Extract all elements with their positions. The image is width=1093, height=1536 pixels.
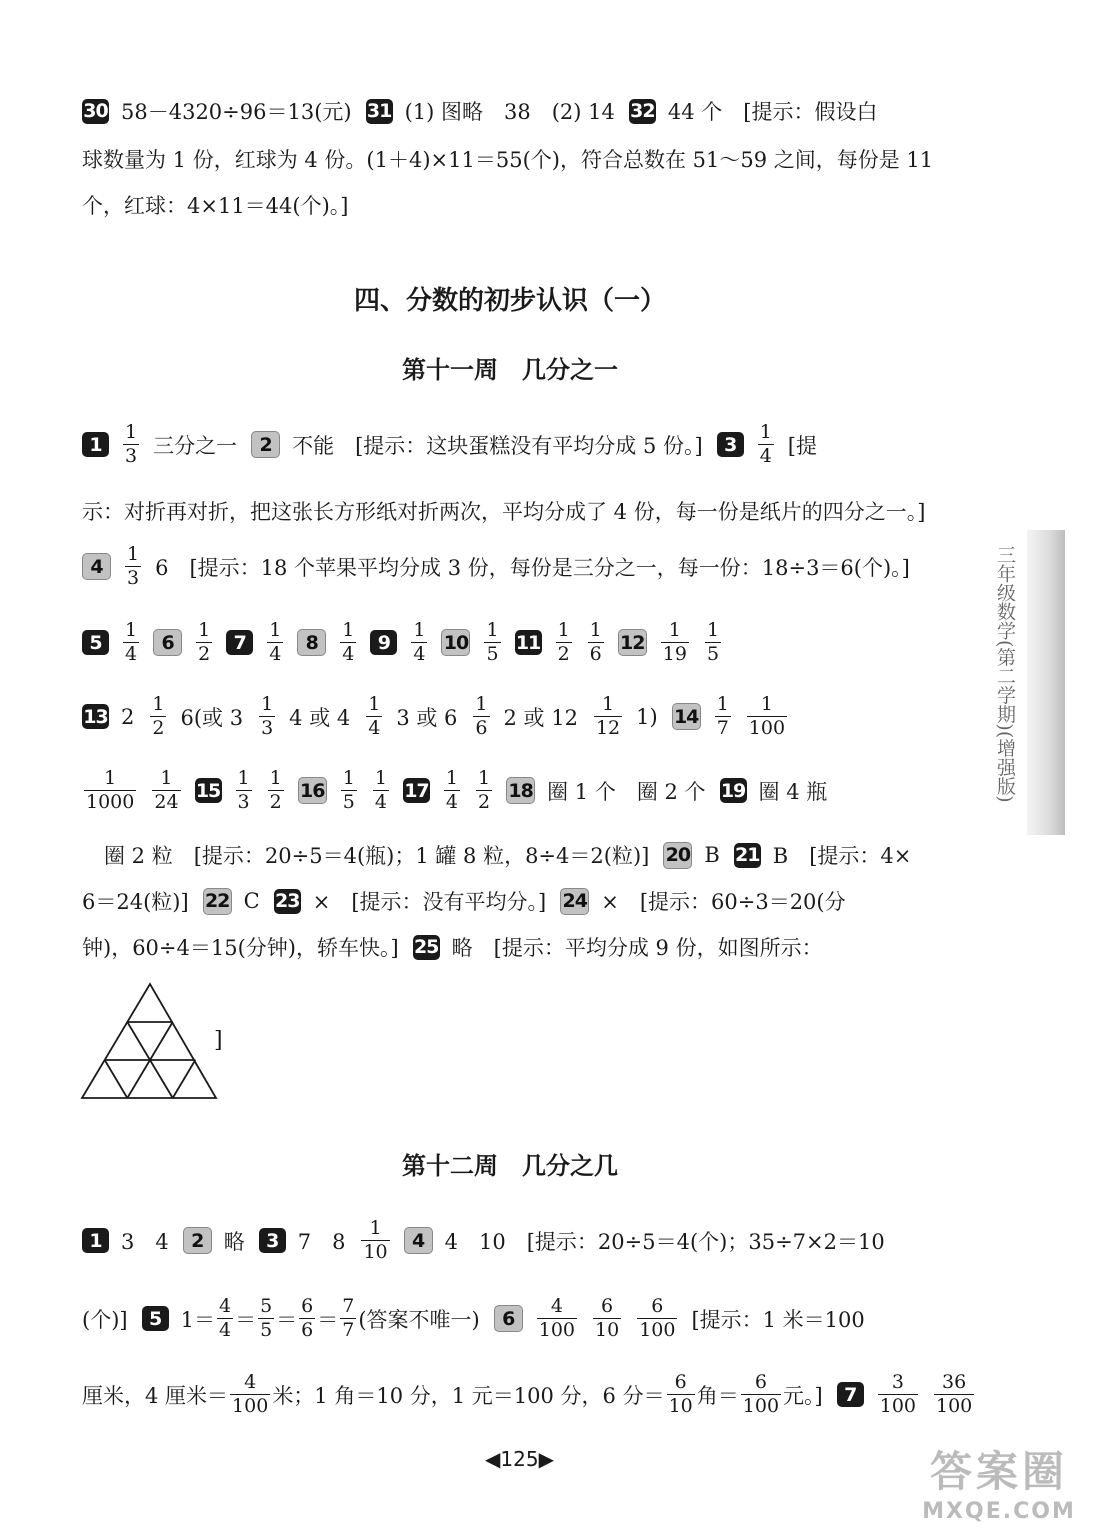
denominator: 6: [301, 1319, 314, 1341]
answer-line: [82, 620, 735, 665]
fraction: [476, 768, 492, 813]
answer-line: [82, 1296, 879, 1341]
answer-text: 44 个 [提示：假设白: [667, 100, 878, 124]
denominator: 100: [742, 1395, 780, 1417]
denominator: 7: [716, 717, 729, 739]
numerator: 1: [589, 619, 602, 641]
denominator: 4: [125, 643, 138, 665]
numerator: 1: [237, 767, 250, 789]
question-number-badge: 15: [195, 779, 221, 802]
denominator: 2: [198, 643, 211, 665]
question-number-badge: 6: [153, 629, 182, 656]
answer-line: [82, 768, 841, 813]
page-number-value: 125: [500, 1447, 539, 1471]
fraction: [758, 422, 774, 467]
denominator: 100: [639, 1319, 676, 1341]
fraction: [637, 1296, 677, 1341]
answer-text: 6(或 3: [180, 705, 244, 730]
fraction: [556, 620, 572, 665]
numerator: 7: [342, 1295, 355, 1317]
numerator: 3: [891, 1371, 904, 1393]
question-number-badge: 1: [82, 1228, 109, 1253]
fraction: [258, 1296, 274, 1341]
answer-text: 略 [提示：平均分成 9 份，如图所示：: [451, 936, 823, 960]
denominator: 10: [668, 1395, 693, 1417]
answer-text: 1): [636, 704, 658, 729]
numerator: 1: [374, 767, 387, 789]
answer-line: [82, 96, 891, 126]
answer-text: 2: [121, 704, 135, 729]
numerator: 1: [269, 619, 282, 641]
fraction: [878, 1372, 918, 1417]
watermark-text: 答案圈: [929, 1447, 1068, 1496]
numerator: 1: [486, 619, 499, 641]
denominator: 5: [342, 791, 355, 813]
answer-text: 钟)，60÷4＝15(分钟)，轿车快。]: [82, 936, 399, 960]
numerator: 1: [261, 693, 274, 715]
denominator: 7: [342, 1319, 355, 1341]
answer-text: 圈 1 个 圈 2 个: [547, 779, 706, 804]
fraction: [267, 620, 283, 665]
denominator: 10: [363, 1241, 388, 1263]
fraction: [661, 620, 689, 665]
answer-line: [82, 496, 925, 526]
question-number-badge: 17: [404, 779, 429, 802]
answer-line: [82, 1372, 988, 1417]
answer-text: × [提示：60÷3＝20(分: [601, 890, 846, 914]
answer-text: (答案不唯一): [358, 1307, 480, 1332]
answer-text: 元。]: [783, 1383, 823, 1408]
denominator: 3: [237, 791, 250, 813]
numerator: 4: [244, 1371, 257, 1393]
question-number-badge: 31: [366, 100, 392, 122]
fraction: [268, 768, 284, 813]
denominator: 100: [879, 1395, 916, 1417]
question-number-badge: 11: [515, 631, 541, 654]
answer-text: 2 或 12: [503, 705, 578, 730]
numerator: 4: [550, 1295, 563, 1317]
answer-text: 角＝: [696, 1383, 739, 1408]
fraction: [217, 1296, 233, 1341]
denominator: 19: [662, 643, 687, 665]
denominator: 4: [368, 717, 381, 739]
question-number-badge: 9: [370, 630, 397, 655]
numerator: 1: [668, 619, 681, 641]
week-title: 第十二周 几分之几: [402, 1152, 618, 1180]
fraction: [667, 1372, 695, 1417]
denominator: 4: [374, 791, 387, 813]
numerator: 6: [754, 1371, 767, 1393]
answer-text: 58－4320÷96＝13(元): [121, 100, 352, 124]
watermark-logo: [919, 1439, 1079, 1524]
triangle-figure: [80, 982, 220, 1102]
numerator: 1: [475, 693, 488, 715]
denominator: 3: [125, 445, 138, 467]
equals-sign: ＝: [317, 1307, 339, 1332]
numerator: 36: [942, 1371, 967, 1393]
fraction: [588, 620, 604, 665]
numerator: 1: [557, 619, 570, 641]
answer-line: [82, 694, 801, 739]
denominator: 100: [232, 1395, 269, 1417]
question-number-badge: 3: [717, 432, 744, 457]
denominator: 3: [261, 717, 274, 739]
numerator: 6: [651, 1295, 664, 1317]
denominator: 24: [154, 791, 179, 813]
numerator: 4: [218, 1295, 232, 1317]
denominator: 6: [475, 717, 488, 739]
denominator: 6: [589, 643, 602, 665]
question-number-badge: 20: [663, 842, 692, 869]
answer-text: 厘米，4 厘米＝: [82, 1383, 229, 1408]
denominator: 4: [445, 791, 459, 813]
answer-text: 4 或 4: [289, 705, 351, 730]
question-number-badge: 21: [735, 844, 760, 866]
question-number-badge: 6: [494, 1305, 523, 1332]
fraction: [123, 422, 139, 467]
answer-text: 圈 2 粒 [提示：20÷5＝4(瓶)；1 罐 8 粒，8÷4＝2(粒)]: [104, 844, 650, 868]
question-number-badge: 7: [837, 1382, 864, 1407]
answer-text: 7 8: [297, 1229, 346, 1254]
fraction: [150, 694, 166, 739]
closing-bracket: ]: [214, 1028, 223, 1053]
question-number-badge: 4: [404, 1227, 433, 1254]
denominator: 100: [538, 1319, 575, 1341]
numerator: 1: [160, 767, 173, 789]
question-number-badge: 22: [203, 888, 232, 915]
answer-line: [82, 886, 860, 916]
fraction: [196, 620, 212, 665]
denominator: 100: [748, 717, 786, 739]
question-number-badge: 16: [298, 777, 327, 804]
fraction: [593, 1296, 621, 1341]
answer-text: 三分之一: [153, 433, 238, 458]
fraction: [236, 768, 252, 813]
numerator: 1: [125, 421, 138, 443]
side-tab: [1027, 530, 1065, 835]
fraction: [715, 694, 731, 739]
numerator: 1: [413, 619, 426, 641]
answer-text: 6＝24(粒)]: [82, 890, 189, 914]
numerator: 1: [269, 767, 282, 789]
equals-sign: ＝: [276, 1307, 298, 1332]
answer-line: [82, 422, 831, 467]
answer-text: B: [704, 843, 720, 867]
answer-text: 4 10 [提示：20÷5＝4(个)；35÷7×2＝10: [444, 1229, 885, 1254]
fraction: [934, 1372, 974, 1417]
answer-text: 1＝: [180, 1307, 215, 1332]
watermark-url: MXQE.COM: [922, 1499, 1076, 1524]
answer-text: (1) 图略 38 (2) 14: [404, 100, 615, 124]
fraction: [373, 768, 389, 813]
question-number-badge: 7: [226, 630, 253, 655]
numerator: 1: [152, 693, 165, 715]
answer-line: [82, 544, 924, 589]
numerator: 1: [342, 767, 355, 789]
denominator: 4: [413, 643, 426, 665]
fraction: [594, 694, 622, 739]
denominator: 5: [706, 643, 720, 665]
answer-text: 球数量为 1 份，红球为 4 份。(1＋4)×11＝55(个)，符合总数在 51～59 之间，每份是 11: [82, 148, 934, 172]
denominator: 2: [152, 717, 165, 739]
question-number-badge: 4: [82, 553, 111, 580]
answer-text: [提: [787, 433, 817, 458]
fraction: [299, 1296, 315, 1341]
answer-text: 3 或 6: [396, 705, 458, 730]
fraction: [747, 694, 787, 739]
question-number-badge: 14: [672, 703, 701, 730]
numerator: 1: [759, 421, 772, 443]
numerator: 1: [127, 543, 140, 565]
numerator: 1: [368, 693, 381, 715]
answer-text: B [提示：4×: [772, 844, 912, 868]
answer-text: 3 4: [121, 1229, 169, 1254]
question-number-badge: 24: [560, 888, 589, 915]
fraction: [473, 694, 489, 739]
numerator: 1: [342, 619, 355, 641]
fraction: [125, 544, 141, 589]
answer-text: × [提示：没有平均分。]: [312, 890, 547, 914]
denominator: 4: [342, 643, 355, 665]
fraction: [123, 620, 139, 665]
numerator: 1: [601, 693, 615, 715]
answer-text: 略: [223, 1229, 245, 1254]
question-number-badge: 19: [720, 779, 746, 802]
denominator: 100: [936, 1395, 973, 1417]
answer-text: 不能 [提示：这块蛋糕没有平均分成 5 份。]: [292, 433, 703, 458]
fraction: [444, 768, 460, 813]
side-tab-label: 三年级数学(第二学期)(增强版): [994, 545, 1016, 803]
question-number-badge: 32: [630, 100, 655, 122]
fraction: [484, 620, 500, 665]
numerator: 6: [301, 1295, 314, 1317]
question-number-badge: 13: [83, 705, 108, 728]
answer-line: [104, 840, 925, 870]
answer-text: 米；1 角＝10 分，1 元＝100 分，6 分＝: [272, 1383, 665, 1408]
numerator: 1: [716, 693, 729, 715]
question-number-badge: 30: [83, 100, 108, 122]
denominator: 12: [595, 717, 621, 739]
answer-text: 个，红球：4×11＝44(个)。]: [82, 194, 349, 218]
numerator: 1: [706, 619, 720, 641]
chapter-title: 四、分数的初步认识（一）: [353, 286, 666, 316]
fraction: [340, 620, 356, 665]
fraction: [341, 768, 357, 813]
denominator: 5: [486, 643, 499, 665]
question-number-badge: 5: [142, 1306, 169, 1331]
fraction: [152, 768, 180, 813]
equals-sign: ＝: [235, 1307, 257, 1332]
numerator: 1: [104, 767, 117, 789]
answer-line: [82, 144, 933, 174]
denominator: 3: [127, 567, 140, 589]
question-number-badge: 5: [82, 630, 109, 655]
fraction: [259, 694, 275, 739]
answer-text: C: [243, 889, 260, 913]
answer-text: [提示：1 米＝100: [691, 1307, 865, 1332]
denominator: 5: [260, 1319, 273, 1341]
denominator: 1000: [86, 791, 135, 813]
question-number-badge: 8: [297, 629, 326, 656]
question-number-badge: 18: [506, 777, 535, 804]
numerator: 1: [445, 767, 459, 789]
fraction: [741, 1372, 781, 1417]
denominator: 2: [269, 791, 282, 813]
page-number: ◀125▶: [485, 1447, 554, 1471]
question-number-badge: 2: [251, 431, 280, 458]
numerator: 1: [369, 1217, 382, 1239]
answer-text: 圈 4 瓶: [758, 779, 828, 804]
numerator: 1: [198, 619, 211, 641]
numerator: 6: [674, 1371, 687, 1393]
question-number-badge: 3: [259, 1228, 286, 1253]
answer-text: 6 [提示：18 个苹果平均分成 3 份，每份是三分之一，每一份：18÷3＝6(个)。]: [155, 555, 910, 580]
denominator: 4: [269, 643, 282, 665]
answer-text: 示：对折再对折，把这张长方形纸对折两次，平均分成了 4 份，每一份是纸片的四分之一。]: [82, 500, 926, 524]
denominator: 4: [759, 445, 772, 467]
question-number-badge: 1: [82, 432, 109, 457]
fraction: [361, 1218, 389, 1263]
fraction: [230, 1372, 270, 1417]
numerator: 1: [125, 619, 138, 641]
question-number-badge: 2: [183, 1227, 212, 1254]
fraction: [340, 1296, 356, 1341]
fraction: [411, 620, 427, 665]
answer-text: (个)]: [82, 1307, 128, 1332]
fraction: [537, 1296, 577, 1341]
denominator: 2: [557, 643, 570, 665]
denominator: 2: [478, 791, 491, 813]
week-title: 第十一周 几分之一: [402, 356, 618, 384]
denominator: 10: [595, 1319, 620, 1341]
question-number-badge: 12: [618, 629, 647, 656]
denominator: 4: [218, 1319, 232, 1341]
question-number-badge: 25: [413, 936, 439, 958]
numerator: 1: [478, 767, 491, 789]
answer-line: [82, 932, 837, 962]
numerator: 1: [760, 693, 773, 715]
numerator: 6: [601, 1295, 614, 1317]
fraction: [84, 768, 136, 813]
fraction: [366, 694, 382, 739]
answer-line: [82, 1218, 899, 1263]
question-number-badge: 23: [275, 890, 300, 912]
fraction: [705, 620, 721, 665]
answer-line: [82, 190, 348, 220]
question-number-badge: 10: [441, 629, 470, 656]
numerator: 5: [260, 1295, 273, 1317]
